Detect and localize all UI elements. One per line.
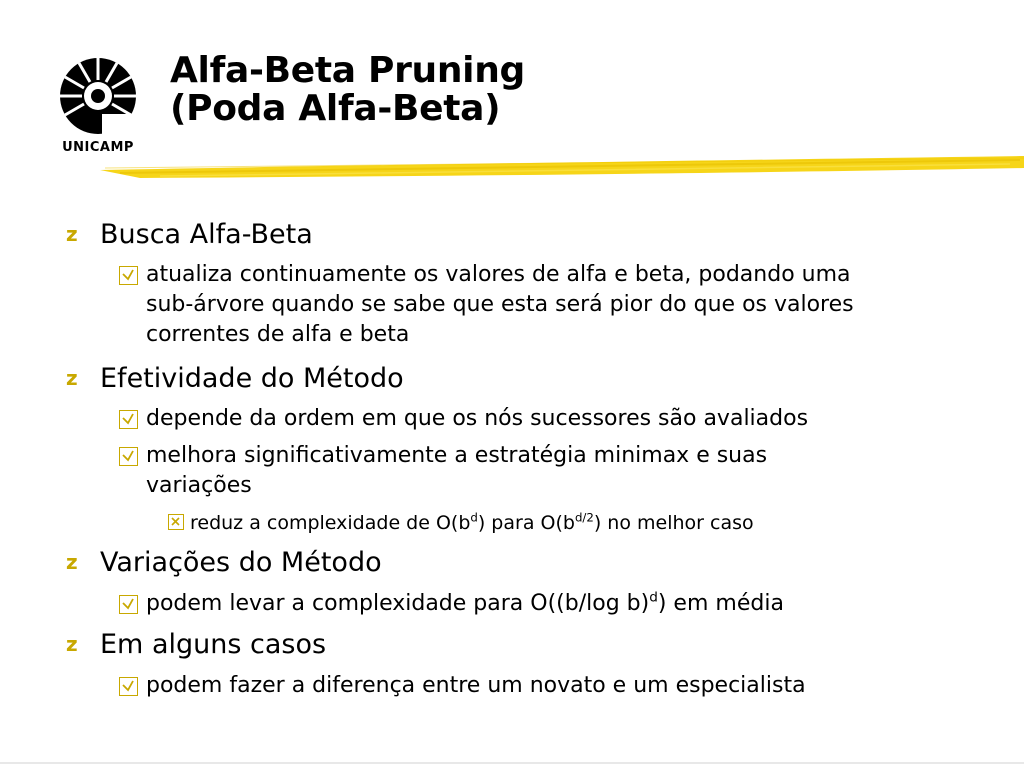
- title-line-2: (Poda Alfa-Beta): [170, 88, 501, 129]
- bullet-z-icon: z: [66, 222, 78, 246]
- title-line-1: Alfa-Beta Pruning: [170, 50, 526, 91]
- bullet-heading-em-alguns-casos: Em alguns casos: [100, 629, 327, 660]
- bullet-z-icon: z: [66, 366, 78, 390]
- exponent: d/2: [574, 510, 594, 525]
- text-fragment: reduz a complexidade de O(b: [190, 512, 471, 534]
- sub-item-line: correntes de alfa e beta: [146, 322, 410, 347]
- sub-item-line: variações: [146, 473, 252, 498]
- bullet-heading-variacoes: Variações do Método: [100, 547, 382, 578]
- sub-item-melhora: [146, 441, 767, 501]
- checkbox-y-icon: [119, 266, 138, 285]
- checkbox-x-icon: [168, 514, 184, 530]
- sub-item-line: atualiza continuamente os valores de alfa e beta, podando uma: [146, 262, 851, 287]
- text-fragment: ) em média: [657, 591, 784, 616]
- sub-item-atualiza: [146, 260, 854, 350]
- checkbox-y-icon: [119, 595, 138, 614]
- sub-item-line: melhora significativamente a estratégia minimax e suas: [146, 443, 768, 468]
- bullet-z-icon: z: [66, 550, 78, 574]
- sub-item-podem-fazer: podem fazer a diferença entre um novato e um especialista: [146, 673, 806, 698]
- checkbox-y-icon: [119, 447, 138, 466]
- exponent: d: [470, 510, 478, 525]
- sub-item-line: sub-árvore quando se sabe que esta será pior do que os valores: [146, 292, 854, 317]
- sub-item-depende: depende da ordem em que os nós sucessores são avaliados: [146, 406, 809, 431]
- exponent: d: [649, 589, 658, 606]
- logo-text: UNICAMP: [62, 140, 134, 155]
- bullet-heading-busca: Busca Alfa-Beta: [100, 219, 313, 250]
- sub-item-podem-levar: [146, 589, 784, 619]
- text-fragment: ) no melhor caso: [593, 512, 754, 534]
- sub-sub-item-reduz: [190, 511, 754, 535]
- bullet-heading-efetividade: Efetividade do Método: [100, 363, 404, 394]
- checkbox-y-icon: [119, 677, 138, 696]
- text-fragment: podem levar a complexidade para O((b/log b): [146, 591, 650, 616]
- checkbox-y-icon: [119, 410, 138, 429]
- text-fragment: ) para O(b: [477, 512, 575, 534]
- bottom-divider: [0, 762, 1024, 764]
- bullet-z-icon: z: [66, 632, 78, 656]
